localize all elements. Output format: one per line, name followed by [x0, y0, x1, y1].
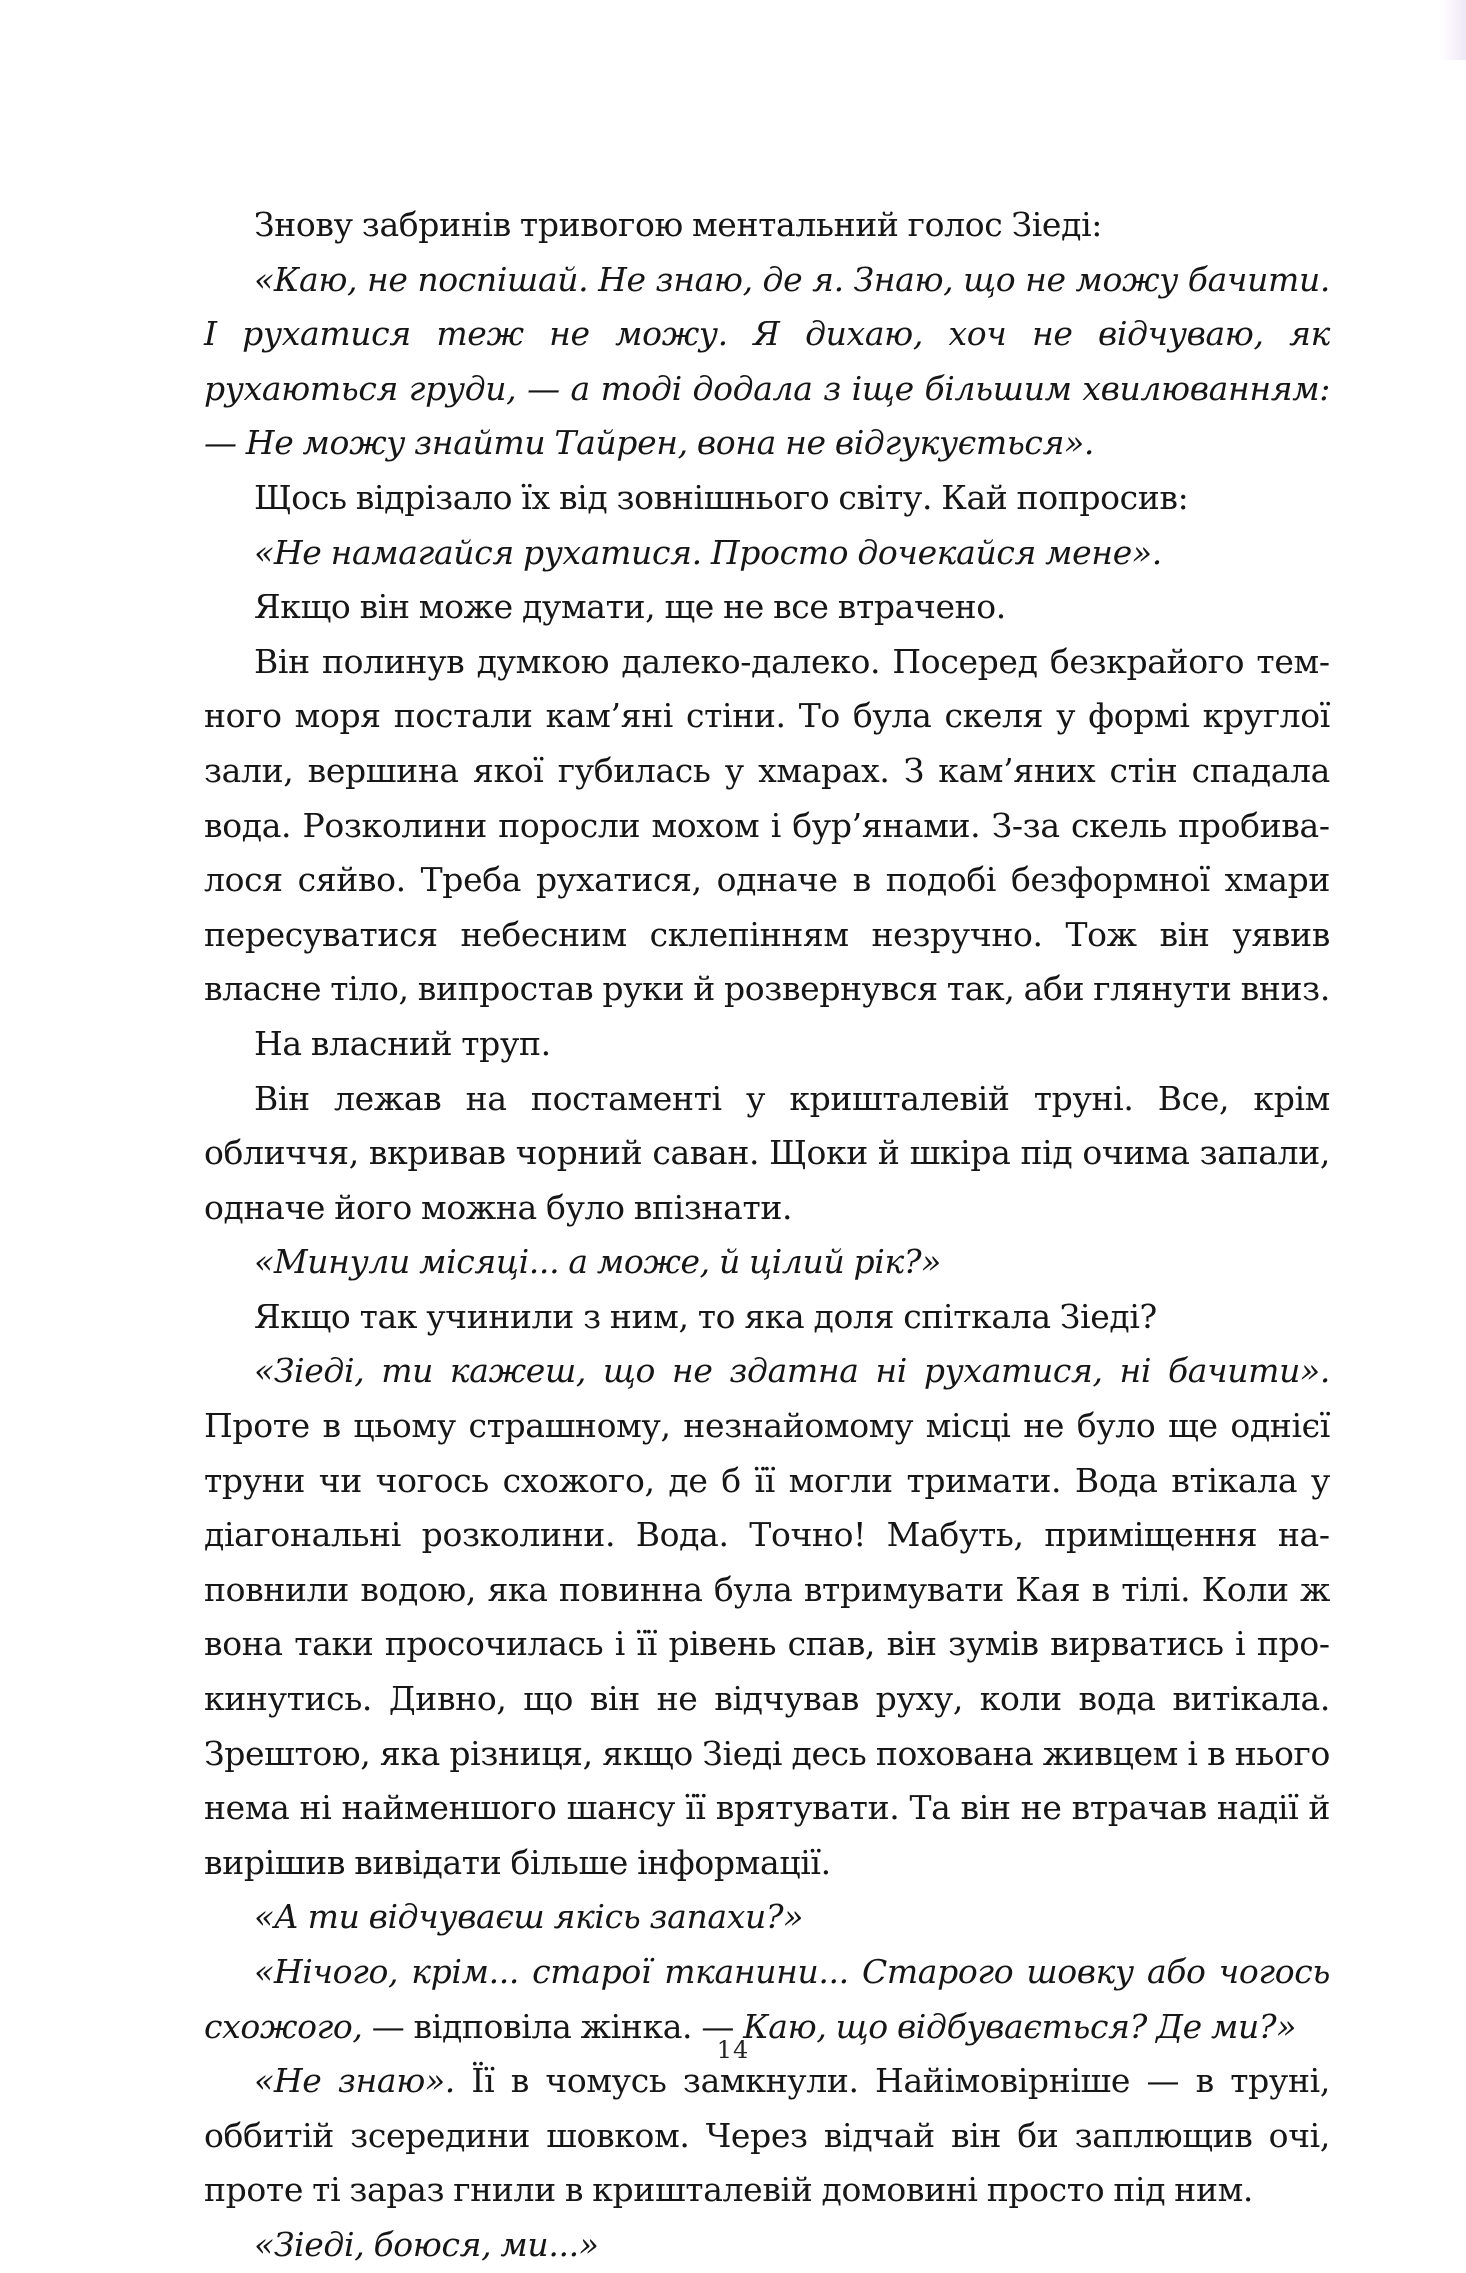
paragraph: Знову забринів тривогою ментальний голос Зіеді: [254, 205, 1103, 244]
narration-text: — відповіла жінка. — [362, 2006, 744, 2046]
page-number: 14 [716, 2036, 750, 2064]
paragraph-thought: «Каю, не поспішай. Не знаю, де я. Знаю, що не можу бачити. І рухатися теж не можу. Я дихаю, хоч не відчуваю, як рухаються груди, — а тоді додала з іще більшим хвилюванням: — Не можу знайти Тайрен, вона не відгукується». [204, 259, 1330, 463]
paragraph-thought: «Зіеді, боюся, ми...» [254, 2224, 599, 2264]
paragraph: Він полинув думкою далеко-далеко. Посеред безкрайого темного моря постали кам’яні стіни. То була скеля у формі круглої зали, вершина якої губилась у хмарах. З кам’яних стін спадала вода. Розколини поросли мохом і бур’янами. З-за скель пробивалося сяйво. Треба рухатися, одначе в подобі безформної хмари пересуватися небесним склепінням незручно. Тож він уявив власне тіло, випростав руки й розвернувся так, аби глянути вниз. [204, 641, 1330, 1009]
paragraph-thought: «Не намагайся рухатися. Просто дочекайся мене». [254, 532, 1162, 572]
narration-text: Проте в цьому страшному, незнайомому місці не було ще однієї труни чи чогось схожого, де б її могли тримати. Вода втікала у діагональні розколини. Вода. Точно! Мабуть, приміщення наповнили водою, яка повинна була втримувати Кая в тілі. Коли ж вона таки просочилась і її рівень спав, він зумів вирватись і прокинутись. Дивно, що він не відчував руху, коли вода витікала. Зрештою, яка різниця, якщо Зіеді десь похована живцем і в нього нема ні найменшого шансу її врятувати. Та він не втрачав надії й вирішив вивідати більше інформації. [204, 1406, 1330, 1882]
paragraph: Він лежав на постаменті у кришталевій труні. Все, крім обличчя, вкривав чорний саван. Щоки й шкіра під очима запали, одначе його можна було впізнати. [204, 1078, 1330, 1227]
paragraph-thought: «А ти відчуваєш якісь запахи?» [254, 1897, 804, 1937]
inline-thought: Каю, що відбувається? Де ми?» [743, 2006, 1297, 2046]
paragraph: На власний труп. [254, 1023, 551, 1063]
paragraph: Якщо він може думати, ще не все втрачено. [254, 587, 1006, 627]
scan-edge-mark [1440, 0, 1466, 60]
paragraph: Щось відрізало їх від зовнішнього світу. Кай попросив: [254, 477, 1189, 517]
body-text [204, 198, 1330, 2273]
paragraph-mixed [204, 1344, 1330, 1890]
inline-thought: «Зіеді, ти кажеш, що не здатна ні рухатися, ні бачити». [254, 1351, 1330, 1391]
inline-thought: «Не знаю». [254, 2061, 455, 2101]
paragraph: Якщо так учинили з ним, то яка доля спіткала Зіеді? [254, 1296, 1157, 1336]
inline-thought: «Нічого, крім... старої тканини... Старого шовку або чогось схожого, [204, 1952, 1330, 2046]
paragraph-thought: «Минули місяці... а може, й цілий рік?» [254, 1242, 942, 1282]
paragraph-mixed [204, 2054, 1330, 2218]
narration-text: Її в чомусь замкнули. Найімовірніше — в труні, оббитій зсередини шовком. Через відчай він би заплющив очі, проте ті зараз гнили в кришталевій домовині просто під ним. [204, 2061, 1330, 2210]
